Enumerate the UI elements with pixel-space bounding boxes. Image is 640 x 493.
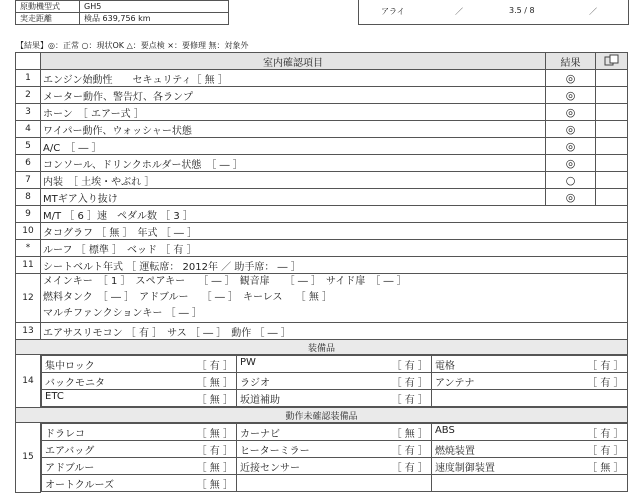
table-row: 8 MTギア入り抜け ◎ (16, 189, 628, 206)
table-row: 10 タコグラフ ［ 無 ］ 年式 ［ ― ］ (16, 223, 628, 240)
alignment-slash-2: ／ (589, 7, 597, 16)
unchecked-grid (41, 423, 628, 492)
copy-icon (596, 53, 628, 70)
result-mark: ◎ (546, 104, 596, 121)
keys-line-1: メインキー ［ 1 ］ スペアキー ［ ― ］ 観音扉 ［ ― ］ サイド扉 ［ ― ］ (43, 276, 407, 287)
result-mark: ◎ (546, 155, 596, 172)
result-mark: ◎ (546, 87, 596, 104)
mileage-label: 実走距離 (16, 13, 80, 25)
result-mark: ◎ (546, 121, 596, 138)
table-row: オートクルーズ ［ 無 ］ (42, 475, 628, 492)
equipment-grid (41, 355, 628, 407)
table-row: 6 コンソール、ドリンクホルダー状態 ［ ― ］ ◎ (16, 155, 628, 172)
table-row: 4 ワイパー動作、ウォッシャー状態 ◎ (16, 121, 628, 138)
table-row: ETC ［ 無 ］ 坂道補助 ［ 有 ］ (42, 390, 628, 407)
table-row: バックモニタ ［ 無 ］ ラジオ ［ 有 ］ アンテナ ［ 有 ］ (42, 373, 628, 390)
table-row: 13 エアサスリモコン ［ 有 ］ サス ［ ― ］ 動作 ［ ― ］ (16, 323, 628, 340)
alignment-slash-1: ／ (455, 7, 463, 16)
engine-model-value: GH5 (80, 1, 229, 13)
inspection-table: 室内確認項目 結果 1 エンジン始動性 セキュリティ［ 無 ］ ◎ 2 メーター動作、警告灯、各ランプ ◎ 3 ホーン ［ エアー式 ］ ◎ 4 ワイパー動作、ウォッシャー状態 ◎ 5 A/C ［ ― ］ ◎ 6 コンソール、ドリンクホルダー状態 ［ ― ］ ◎ 7 内装 ［ 土埃・やぶれ ］ ○ 8 MTギア入り抜け ◎ 9 M/T ［ 6 ］速 ペダル数 ［ 3 ］ 10 タコグラフ ［ 無 ］ 年式 ［ ― ］ * ルーフ ［ 標準 ］ ベッド ［ 有 ］ 11 シートベルト年式 ［ 運転席： 2012年 ／ 助手席： ― ］ 12 メインキー ［ 1 ］ スペアキー ［ ― ］ 観音扉 ［ ― ］ サイド扉 ［ ― ］ 燃料タンク ［ ― ］ アドブルー ［ ― ］ キーレス ［ 無 ］ マルチファンクションキー ［ ― ］ 13 エアサスリモコン ［ 有 ］ サス ［ ― ］ 動作 ［ ― ］ 装備品 14 集中ロック ［ 有 ］ PW ［ 有 ］ 電格 ［ 有 ］ バックモニタ ［ 無 ］ ラジオ ［ 有 ］ アンテナ ［ 有 ］ ETC ［ 無 ］ 坂道補助 ［ 有 ］ 動作未確認装備品 15 ドラレコ ［ 無 ］ カーナビ ［ 無 ］ ABS ［ 有 ］ エアバッグ ［ 有 ］ ヒーターミラー ［ 有 ］ 燃焼装置 ［ 有 ］ アドブルー ［ 無 ］ 近接センサー ［ 有 ］ 速度制御装置 ［ 無 ］ オートクルーズ ［ 無 ］ (15, 52, 628, 493)
keys-line-2: 燃料タンク ［ ― ］ アドブルー ［ ― ］ キーレス ［ 無 ］ (43, 292, 333, 303)
table-row: ドラレコ ［ 無 ］ カーナビ ［ 無 ］ ABS ［ 有 ］ (42, 424, 628, 441)
table-row: 2 メーター動作、警告灯、各ランプ ◎ (16, 87, 628, 104)
table-row: 9 M/T ［ 6 ］速 ペダル数 ［ 3 ］ (16, 206, 628, 223)
section-title-equipment: 装備品 (16, 340, 628, 355)
table-row: 3 ホーン ［ エアー式 ］ ◎ (16, 104, 628, 121)
table-row: エアバッグ ［ 有 ］ ヒーターミラー ［ 有 ］ 燃焼装置 ［ 有 ］ (42, 441, 628, 458)
alignment-label: アライ (381, 7, 405, 16)
table-row: * ルーフ ［ 標準 ］ ベッド ［ 有 ］ (16, 240, 628, 257)
table-row: 12 メインキー ［ 1 ］ スペアキー ［ ― ］ 観音扉 ［ ― ］ サイド扉 ［ ― ］ 燃料タンク ［ ― ］ アドブルー ［ ― ］ キーレス ［ 無 ］ マルチファンクションキー ［ ― ］ (16, 274, 628, 323)
keys-line-3: マルチファンクションキー ［ ― ］ (43, 308, 202, 319)
table-row: アドブルー ［ 無 ］ 近接センサー ［ 有 ］ 速度制御装置 ［ 無 ］ (42, 458, 628, 475)
alignment-value: 3.5 / 8 (509, 6, 535, 15)
section-title-unchecked: 動作未確認装備品 (16, 408, 628, 423)
result-mark: ◎ (546, 70, 596, 87)
result-header: 結果 (546, 53, 596, 70)
table-row: 11 シートベルト年式 ［ 運転席： 2012年 ／ 助手席： ― ］ (16, 257, 628, 274)
table-row: 1 エンジン始動性 セキュリティ［ 無 ］ ◎ (16, 70, 628, 87)
result-legend: 【結果】◎：正常 ○：現状OK △：要点検 ×：要修理 無：対象外 (16, 41, 249, 50)
result-mark: ○ (546, 172, 596, 189)
table-row: 5 A/C ［ ― ］ ◎ (16, 138, 628, 155)
table-row: 7 内装 ［ 土埃・やぶれ ］ ○ (16, 172, 628, 189)
vehicle-info-header (15, 0, 627, 26)
engine-model-label: 原動機型式 (16, 1, 80, 13)
result-mark: ◎ (546, 189, 596, 206)
mileage-value: 検品 639,756 km (80, 13, 229, 25)
alignment-box (358, 0, 629, 25)
section-title-interior: 室内確認項目 (41, 53, 546, 70)
table-row: 集中ロック ［ 有 ］ PW ［ 有 ］ 電格 ［ 有 ］ (42, 356, 628, 373)
result-mark: ◎ (546, 138, 596, 155)
